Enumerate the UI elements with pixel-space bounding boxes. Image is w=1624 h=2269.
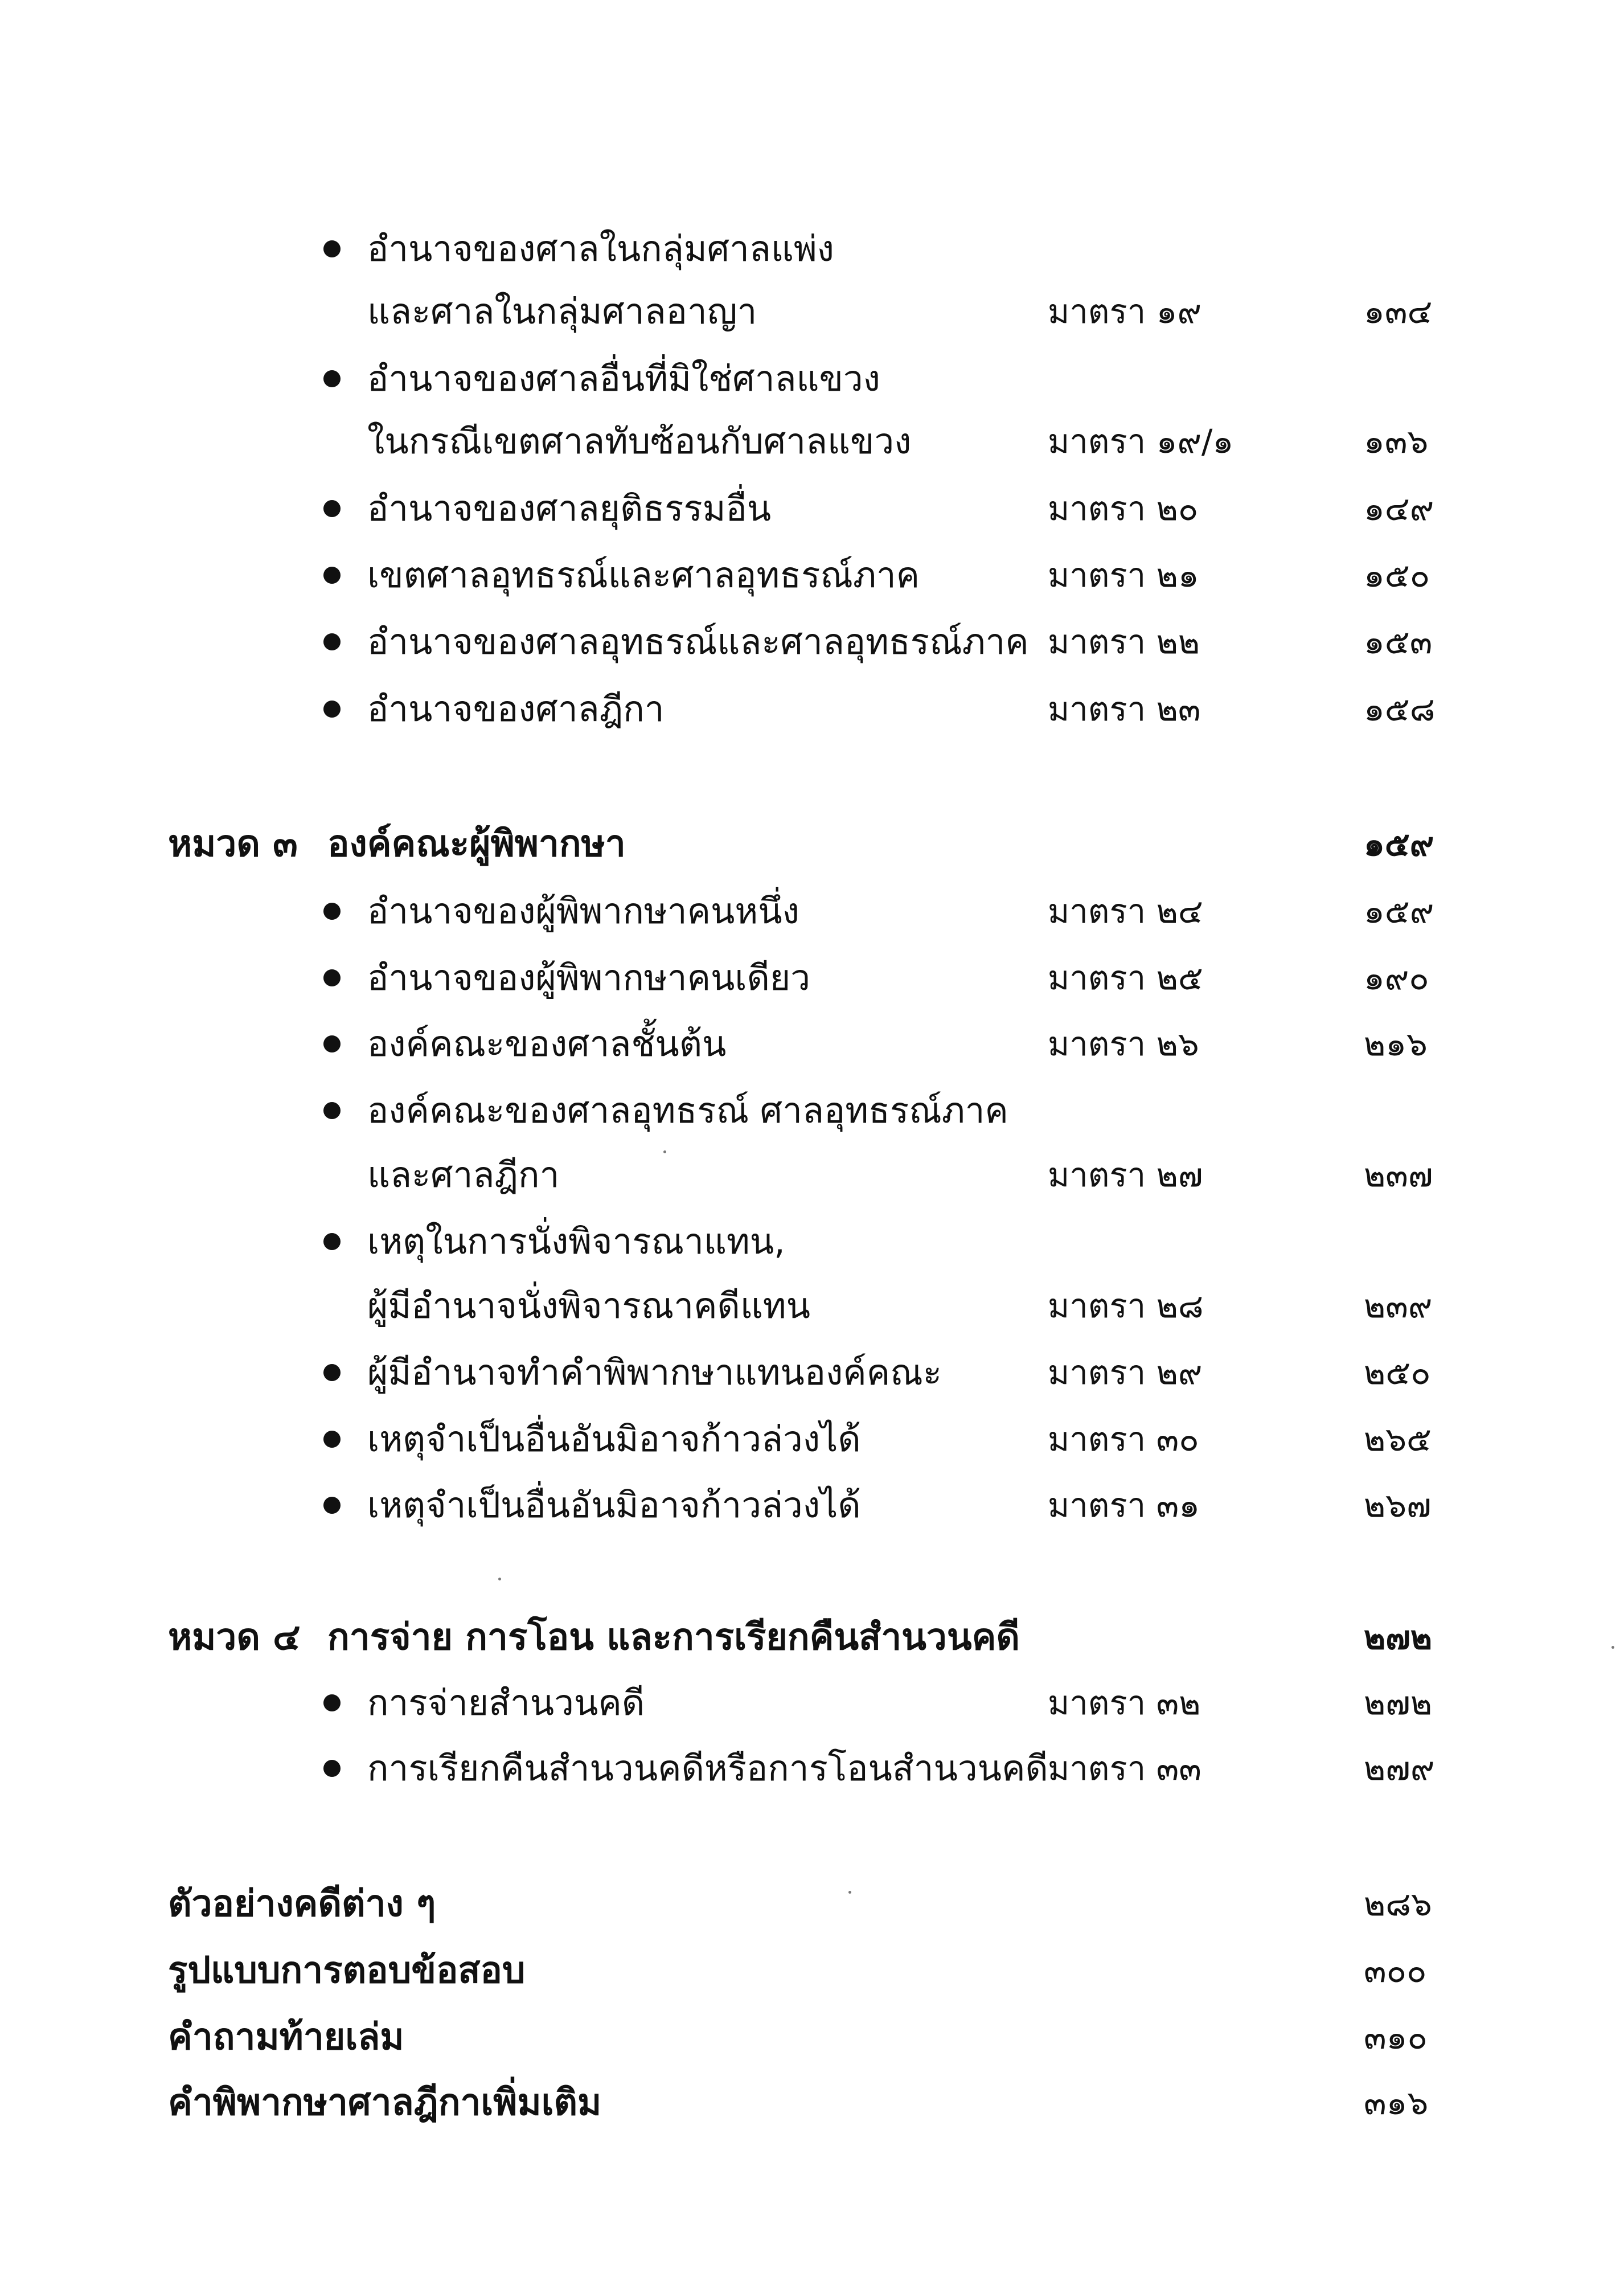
back-matter-title: ตัวอย่างคดีต่าง ๆ (168, 1883, 436, 1925)
entry-text: เหตุจำเป็นอื่นอันมิอาจก้าวล่วงได้ (367, 1484, 861, 1526)
bullet-icon (323, 1233, 341, 1250)
page-number: ๒๗๙ (1364, 1749, 1435, 1788)
page-number: ๓๐๐ (1364, 1951, 1427, 1990)
entry-text: การจ่ายสำนวนคดี (367, 1682, 645, 1723)
entry-text: อำนาจของผู้พิพากษาคนหนึ่ง (367, 890, 799, 932)
page-number: ๑๕๘ (1364, 690, 1436, 728)
toc-entry-line (0, 1013, 1624, 1075)
toc-entry-line (0, 347, 1624, 410)
bullet-icon (323, 1364, 341, 1381)
page-number: ๒๖๗ (1364, 1486, 1432, 1525)
page-number: ๑๕๓ (1364, 622, 1433, 661)
bullet-icon (323, 1431, 341, 1448)
bullet-icon (323, 969, 341, 986)
section-number: มาตรา ๒๑ (1048, 556, 1199, 595)
page-number: ๑๕๙ (1364, 892, 1434, 931)
bullet-icon (323, 500, 341, 517)
toc-entry-line (0, 280, 1624, 343)
back-matter-entry (0, 1939, 1624, 2002)
bullet-icon (323, 567, 341, 584)
page-number: ๒๕๐ (1364, 1353, 1431, 1392)
bullet-icon (323, 370, 341, 387)
page-number: ๓๑๐ (1364, 2018, 1428, 2057)
section-number: มาตรา ๒๗ (1048, 1156, 1203, 1194)
page-number: ๑๙๐ (1364, 959, 1429, 997)
scan-speck (848, 1891, 851, 1894)
entry-text: อำนาจของศาลอื่นที่มิใช่ศาลแขวง (367, 358, 880, 399)
toc-entry-line (0, 1275, 1624, 1337)
page-number: ๑๓๖ (1364, 422, 1429, 461)
page-number: ๓๑๖ (1364, 2083, 1429, 2122)
page-number: ๑๕๙ (1364, 825, 1434, 863)
section-number: มาตรา ๒๙ (1048, 1353, 1203, 1392)
back-matter-entry (0, 2006, 1624, 2069)
bullet-icon (323, 1694, 341, 1711)
page-number: ๑๓๔ (1364, 292, 1433, 331)
entry-text: และศาลฎีกา (367, 1154, 560, 1195)
toc-entry-line (0, 880, 1624, 943)
back-matter-title: คำถามท้ายเล่ม (168, 2016, 404, 2058)
entry-text: เหตุในการนั่งพิจารณาแทน, (367, 1220, 785, 1262)
back-matter-title: รูปแบบการตอบข้อสอบ (168, 1949, 526, 1992)
section-number: มาตรา ๓๓ (1048, 1749, 1201, 1788)
page-number: ๒๑๖ (1364, 1025, 1428, 1063)
bullet-icon (323, 240, 341, 257)
entry-text: การเรียกคืนสำนวนคดีหรือการโอนสำนวนคดี (367, 1747, 1048, 1789)
toc-entry-line (0, 544, 1624, 607)
toc-entry-line (0, 1341, 1624, 1404)
page-number: ๒๘๖ (1364, 1885, 1432, 1923)
entry-text: อำนาจของศาลในกลุ่มศาลแพ่ง (367, 228, 834, 269)
entry-text: เขตศาลอุทธรณ์และศาลอุทธรณ์ภาค (367, 554, 920, 596)
chapter-heading (0, 813, 1624, 875)
toc-entry-line (0, 477, 1624, 540)
toc-entry-line (0, 1079, 1624, 1142)
toc-entry-line (0, 1408, 1624, 1471)
entry-text: เหตุจำเป็นอื่นอันมิอาจก้าวล่วงได้ (367, 1418, 861, 1460)
section-number: มาตรา ๒๕ (1048, 959, 1203, 997)
entry-text: อำนาจของผู้พิพากษาคนเดียว (367, 957, 811, 998)
section-number: มาตรา ๒๓ (1048, 690, 1201, 728)
section-number: มาตรา ๓๑ (1048, 1486, 1200, 1525)
back-matter-entry (0, 1873, 1624, 1935)
page-number: ๒๖๕ (1364, 1420, 1432, 1459)
page-number: ๒๗๒ (1364, 1618, 1433, 1657)
entry-text: องค์คณะของศาลอุทธรณ์ ศาลอุทธรณ์ภาค (367, 1090, 1008, 1131)
page-number: ๒๓๗ (1364, 1156, 1433, 1194)
bullet-icon (323, 1035, 341, 1052)
scan-speck (1611, 1646, 1614, 1649)
scan-speck (498, 1578, 501, 1580)
toc-entry-line (0, 218, 1624, 280)
bullet-icon (323, 903, 341, 920)
section-number: มาตรา ๓๐ (1048, 1420, 1199, 1459)
entry-text: ในกรณีเขตศาลทับซ้อนกับศาลแขวง (367, 420, 912, 462)
entry-text: อำนาจของศาลฎีกา (367, 688, 665, 730)
toc-entry-line (0, 1737, 1624, 1800)
entry-text: อำนาจของศาลอุทธรณ์และศาลอุทธรณ์ภาค (367, 621, 1029, 662)
bullet-icon (323, 1497, 341, 1514)
section-number: มาตรา ๒๔ (1048, 892, 1203, 931)
toc-entry-line (0, 678, 1624, 740)
page-number: ๑๕๐ (1364, 556, 1430, 595)
toc-entry-line (0, 947, 1624, 1009)
section-number: มาตรา ๒๖ (1048, 1025, 1199, 1063)
page-number: ๑๔๙ (1364, 489, 1434, 528)
entry-text: และศาลในกลุ่มศาลอาญา (367, 290, 757, 332)
section-number: มาตรา ๓๒ (1048, 1684, 1201, 1722)
section-number: มาตรา ๑๙/๑ (1048, 422, 1234, 461)
page-number: ๒๗๒ (1364, 1684, 1433, 1722)
entry-text: ผู้มีอำนาจนั่งพิจารณาคดีแทน (367, 1285, 811, 1326)
chapter-heading (0, 1606, 1624, 1669)
toc-entry-line (0, 1474, 1624, 1537)
toc-entry-line (0, 611, 1624, 673)
section-number: มาตรา ๒๐ (1048, 489, 1199, 528)
entry-text: ผู้มีอำนาจทำคำพิพากษาแทนองค์คณะ (367, 1351, 942, 1393)
section-number: มาตรา ๒๘ (1048, 1287, 1204, 1325)
bullet-icon (323, 701, 341, 718)
toc-entry-line (0, 1144, 1624, 1206)
chapter-title: การจ่าย การโอน และการเรียกคืนสำนวนคดี (327, 1616, 1020, 1658)
scan-speck (663, 1150, 666, 1153)
bullet-icon (323, 633, 341, 650)
chapter-title: องค์คณะผู้พิพากษา (327, 823, 626, 865)
toc-entry-line (0, 1672, 1624, 1734)
back-matter-title: คำพิพากษาศาลฎีกาเพิ่มเติม (168, 2082, 602, 2124)
entry-text: องค์คณะของศาลชั้นต้น (367, 1023, 727, 1064)
entry-text: อำนาจของศาลยุติธรรมอื่น (367, 488, 772, 529)
back-matter-entry (0, 2071, 1624, 2134)
section-number: มาตรา ๑๙ (1048, 292, 1201, 331)
page-number: ๒๓๙ (1364, 1287, 1433, 1325)
bullet-icon (323, 1760, 341, 1777)
toc-entry-line (0, 1210, 1624, 1273)
section-number: มาตรา ๒๒ (1048, 622, 1200, 661)
chapter-number: หมวด ๓ (168, 823, 298, 865)
bullet-icon (323, 1102, 341, 1119)
chapter-number: หมวด ๔ (168, 1616, 301, 1658)
toc-entry-line (0, 410, 1624, 473)
